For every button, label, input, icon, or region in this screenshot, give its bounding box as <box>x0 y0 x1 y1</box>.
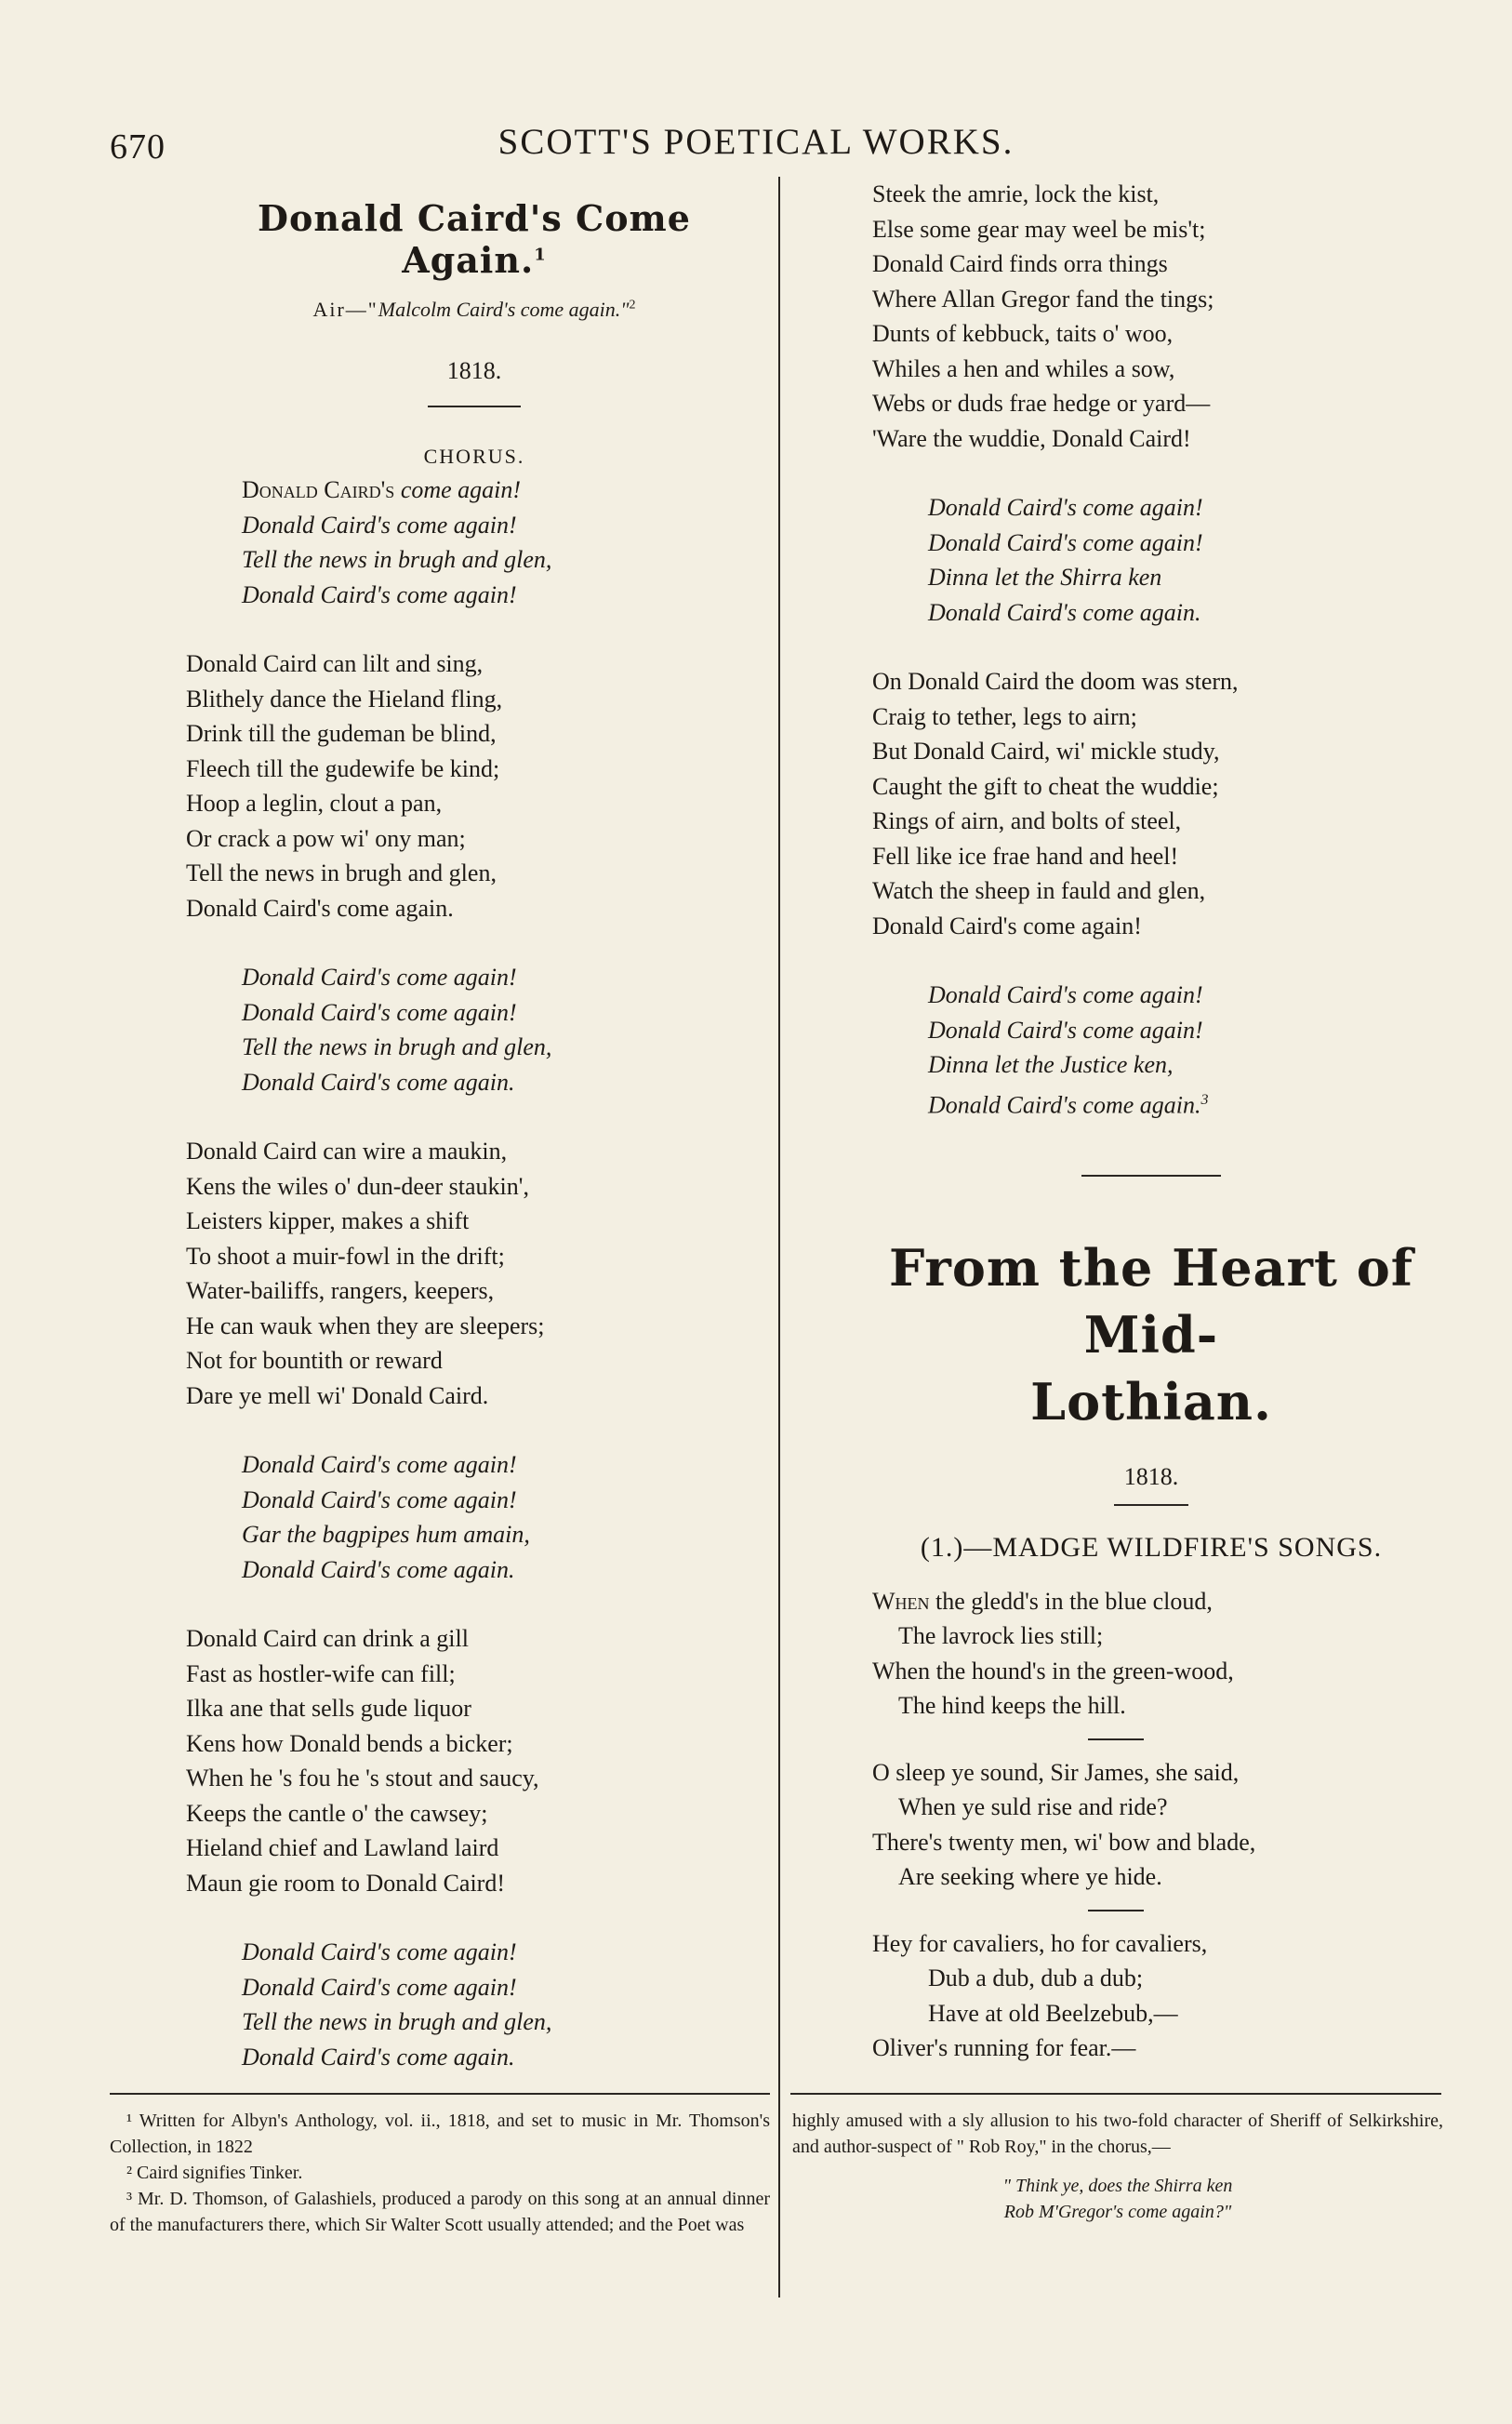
verse-line: Donald Caird's come again.$^3$ <box>928 1091 1209 1119</box>
verse-line: Dare ye mell wi' Donald Caird. <box>186 1381 489 1409</box>
verse-line: Donald Caird's come again! <box>928 494 1203 521</box>
verse-line: Dub a dub, dub a dub; <box>928 1965 1144 1992</box>
footnote: ² Caird signifies Tinker. <box>126 2163 303 2183</box>
verse-line: Blithely dance the Hieland fling, <box>186 685 503 713</box>
verse-line: Donald Caird's come again! <box>242 1485 517 1513</box>
verse-line: Kens how Donald bends a bicker; <box>186 1729 513 1757</box>
refrain <box>186 1447 763 1587</box>
footnote: ³ Mr. D. Thomson, of Galashiels, produced a parody on this song at an annual dinner of the manufacturers there, which Sir Walter Scott usually attended; and the Poet was <box>110 2189 770 2235</box>
verse-line: Donald Caird's come again. <box>242 1555 515 1583</box>
refrain <box>872 978 1430 1123</box>
section-title: From the Heart of Mid- Lothian. <box>889 1237 1413 1432</box>
verse-line: Donald Caird's come again! <box>242 1938 517 1965</box>
verse-line: 'Ware the wuddie, Donald Caird! <box>872 424 1191 452</box>
stanza <box>186 1621 763 1900</box>
page-number: 670 <box>110 127 166 166</box>
section-year: 1818. <box>1123 1462 1179 1490</box>
verse-line: Oliver's running for fear.— <box>872 2034 1136 2062</box>
verse-line: Donald Caird's come again. <box>242 1068 515 1096</box>
song-stanza <box>872 1926 1430 2066</box>
verse-line: Maun gie room to Donald Caird! <box>186 1869 505 1897</box>
verse-line: Dinna let the Shirra ken <box>928 564 1162 591</box>
footnotes-right <box>792 2108 1443 2225</box>
stanza <box>186 1134 763 1413</box>
verse-line: When the hound's in the green-wood, <box>872 1657 1234 1685</box>
verse-line: Donald Caird can wire a maukin, <box>186 1138 508 1165</box>
verse-line: Donald Caird can lilt and sing, <box>186 650 484 677</box>
chorus-label: CHORUS. <box>423 445 525 468</box>
verse-line: But Donald Caird, wi' mickle study, <box>872 738 1220 765</box>
verse-line: O sleep ye sound, Sir James, she said, <box>872 1758 1240 1786</box>
verse-line: Dunts of kebbuck, taits o' woo, <box>872 320 1174 347</box>
song-stanza <box>872 1584 1430 1724</box>
footnote-ref: 2 <box>629 298 636 313</box>
verse-line: Are seeking where ye hide. <box>898 1863 1162 1891</box>
running-head: SCOTT'S POETICAL WORKS. <box>497 122 1015 162</box>
air-line <box>186 298 763 322</box>
footnote-ref: 3 <box>1200 1091 1209 1108</box>
right-column <box>872 177 1430 2066</box>
verse-line: Donald Caird's come again! <box>242 1451 517 1478</box>
verse-line: Donald Caird's come again! <box>242 998 517 1026</box>
verse-line: Watch the sheep in fauld and glen, <box>872 877 1206 904</box>
verse-line: Donald Caird's come again. <box>242 2043 515 2071</box>
verse-line: Donald Caird can drink a gill <box>186 1625 469 1652</box>
verse-line: When ye suld rise and ride? <box>898 1793 1168 1821</box>
air-tune: Malcolm Caird's come again." <box>378 298 630 321</box>
verse-line: Whiles a hen and whiles a sow, <box>872 354 1175 382</box>
verse-line: Donald Caird's come again. <box>928 598 1201 626</box>
verse-line: Drink till the gudeman be blind, <box>186 720 497 747</box>
subsection-heading: (1.)—MADGE WILDFIRE'S SONGS. <box>920 1531 1383 1563</box>
verse-line: Hey for cavaliers, ho for cavaliers, <box>872 1929 1208 1957</box>
verse-line: Else some gear may weel be mis't; <box>872 215 1206 243</box>
verse-line: Dinna let the Justice ken, <box>928 1051 1174 1078</box>
stanza <box>872 177 1430 456</box>
verse-line: Leisters kipper, makes a shift <box>186 1207 470 1234</box>
divider <box>1081 1175 1221 1177</box>
footnote-ref: 1 <box>534 245 547 265</box>
verse-line: Hieland chief and Lawland laird <box>186 1834 499 1861</box>
verse-line: On Donald Caird the doom was stern, <box>872 668 1239 695</box>
footnote-continued: highly amused with a sly allusion to his two-fold character of Sheriff of Selkirkshire, and author-suspect of " Rob Roy," in the chorus,— <box>792 2111 1443 2157</box>
verse-line: To shoot a muir-fowl in the drift; <box>186 1242 505 1270</box>
verse-line: Tell the news in brugh and glen, <box>242 546 552 573</box>
verse-line: Tell the news in brugh and glen, <box>186 859 497 886</box>
verse-line: Craig to tether, legs to airn; <box>872 702 1137 730</box>
refrain <box>186 960 763 1099</box>
verse-line: Have at old Beelzebub,— <box>928 1999 1178 2027</box>
verse-line: When he 's fou he 's stout and saucy, <box>186 1765 539 1791</box>
verse-line: Rings of airn, and bolts of steel, <box>872 807 1182 834</box>
verse-line: Donald Caird's come again! <box>242 580 517 608</box>
chorus <box>186 473 763 612</box>
verse-line: Donald Caird's come again. <box>186 894 454 922</box>
verse-line: Tell the news in brugh and glen, <box>242 1033 552 1060</box>
verse-line: Donald Caird's come again! <box>242 964 517 991</box>
verse-line: Donald Caird finds orra things <box>872 250 1168 277</box>
footnote: ¹ Written for Albyn's Anthology, vol. ii., 1818, and set to music in Mr. Thomson's Collection, in 1822 <box>110 2111 770 2157</box>
verse-line: Or crack a pow wi' ony man; <box>186 824 466 852</box>
poem-year: 1818. <box>446 357 502 384</box>
footnote-quote: " Think ye, does the Shirra ken Rob M'Gregor's come again?" <box>1002 2176 1233 2222</box>
verse-line: He can wauk when they are sleepers; <box>186 1312 545 1339</box>
verse-line: Steek the amrie, lock the kist, <box>872 180 1160 207</box>
verse-line: Hoop a leglin, clout a pan, <box>186 790 443 817</box>
refrain <box>186 1935 763 2074</box>
poem-title: Donald Caird's Come Again.$^1$ <box>258 197 691 281</box>
verse-line: Donald Caird's come again! <box>872 912 1142 939</box>
verse-line: There's twenty men, wi' bow and blade, <box>872 1828 1256 1856</box>
divider <box>1088 1738 1144 1740</box>
divider <box>1088 1910 1144 1911</box>
verse-line: The lavrock lies still; <box>898 1622 1104 1650</box>
verse-line: Gar the bagpipes hum amain, <box>242 1521 530 1548</box>
verse-line: Keeps the cantle o' the cawsey; <box>186 1799 488 1827</box>
divider <box>428 406 521 407</box>
verse-line: Fast as hostler-wife can fill; <box>186 1659 456 1687</box>
left-column <box>186 177 763 2074</box>
footnote-rule <box>790 2093 1441 2095</box>
footnote-rule <box>110 2093 770 2095</box>
divider <box>1114 1504 1188 1506</box>
air-label: Air—" <box>312 298 378 321</box>
stanza <box>872 664 1430 943</box>
verse-line: Donald Caird's come again! <box>242 1973 517 2001</box>
footnotes-left <box>110 2108 770 2238</box>
verse-line: The hind keeps the hill. <box>898 1692 1126 1720</box>
verse-line: Where Allan Gregor fand the tings; <box>872 285 1214 313</box>
verse-line: Not for bountith or reward <box>186 1347 443 1374</box>
song-stanza <box>872 1755 1430 1895</box>
verse-line: Donald Caird's come again! <box>928 981 1203 1008</box>
verse-line: Webs or duds frae hedge or yard— <box>872 390 1211 417</box>
verse-line: Water-bailiffs, rangers, keepers, <box>186 1277 495 1304</box>
verse-line: Donald Caird's come again! <box>242 476 522 503</box>
verse-line: Tell the news in brugh and glen, <box>242 2008 552 2035</box>
verse-line: Donald Caird's come again! <box>928 1016 1203 1044</box>
refrain <box>872 490 1430 630</box>
verse-line: Fleech till the gudewife be kind; <box>186 754 500 782</box>
verse-line: When the gledd's in the blue cloud, <box>872 1587 1213 1615</box>
verse-line: Fell like ice frae hand and heel! <box>872 842 1179 870</box>
verse-line: Ilka ane that sells gude liquor <box>186 1695 471 1722</box>
verse-line: Kens the wiles o' dun-deer staukin', <box>186 1172 529 1200</box>
column-rule <box>778 177 780 2297</box>
verse-line: Caught the gift to cheat the wuddie; <box>872 772 1219 800</box>
stanza <box>186 646 763 926</box>
verse-line: Donald Caird's come again! <box>928 528 1203 556</box>
verse-line: Donald Caird's come again! <box>242 511 517 539</box>
